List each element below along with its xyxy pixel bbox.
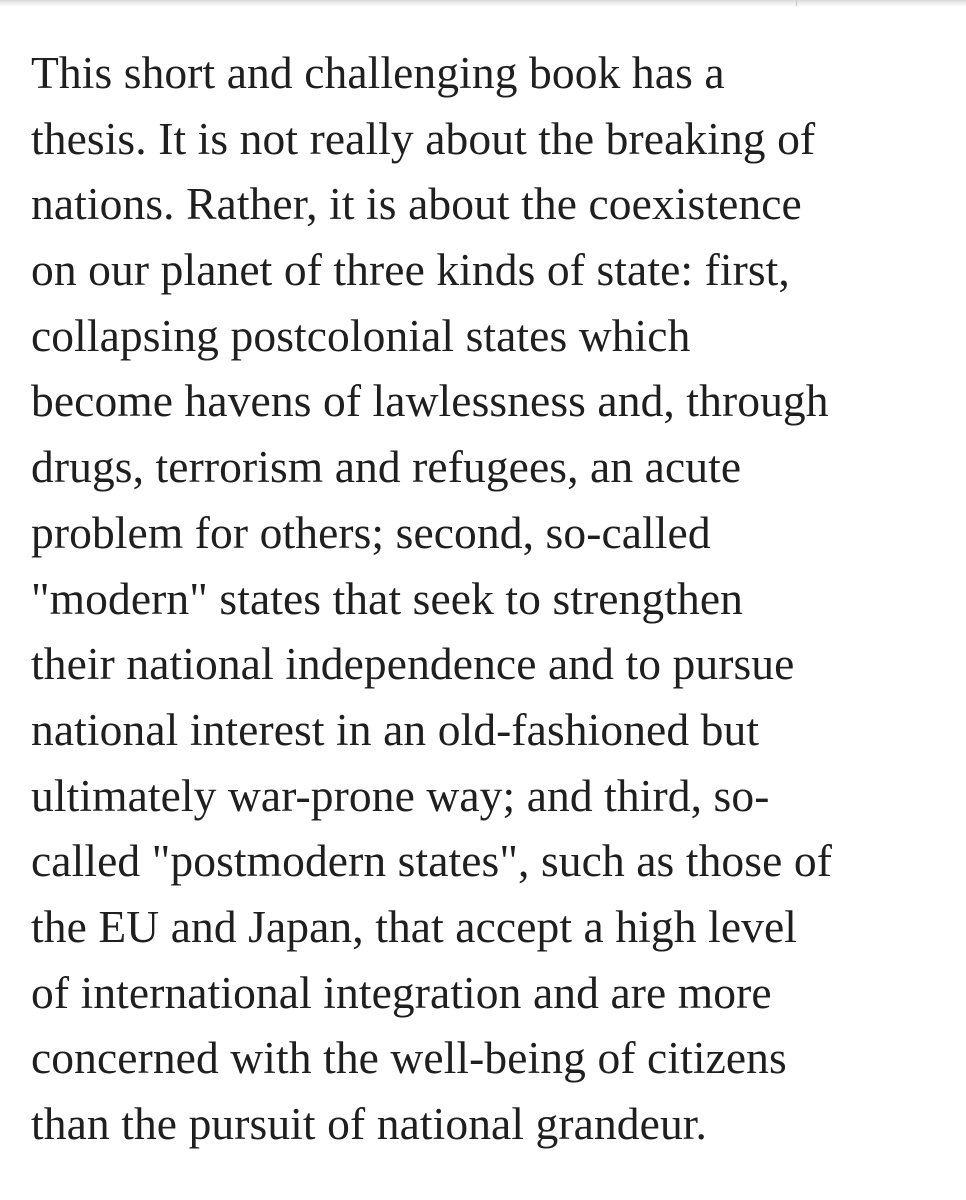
paragraph-line-4: on our planet of three kinds of state: first, <box>31 244 790 296</box>
paragraph-line-10: their national independence and to pursue <box>31 638 795 690</box>
paragraph-line-5: collapsing postcolonial states which <box>31 309 691 361</box>
paragraph-line-2: thesis. It is not really about the breaking of <box>31 112 816 164</box>
paragraph-line-1: This short and challenging book has a <box>31 47 725 98</box>
paragraph-line-14: the EU and Japan, that accept a high level <box>31 900 798 952</box>
paragraph-line-17: than the pursuit of national grandeur. <box>31 1098 708 1149</box>
paragraph-line-7: drugs, terrorism and refugees, an acute <box>31 441 742 493</box>
paragraph-line-3: nations. Rather, it is about the coexistence <box>31 178 802 230</box>
paragraph-line-9: "modern" states that seek to strengthen <box>31 572 743 624</box>
paragraph-line-6: become havens of lawlessness and, through <box>31 375 829 427</box>
paragraph-line-11: national interest in an old-fashioned but <box>31 703 760 755</box>
article-paragraph <box>31 40 956 1157</box>
paragraph-line-16: concerned with the well-being of citizens <box>31 1032 787 1084</box>
top-divider <box>0 0 966 7</box>
paragraph-line-13: called "postmodern states", such as those of <box>31 835 832 887</box>
paragraph-line-12: ultimately war-prone way; and third, so- <box>31 769 770 821</box>
paragraph-line-15: of international integration and are more <box>31 966 772 1018</box>
paragraph-line-8: problem for others; second, so-called <box>31 506 711 558</box>
top-divider-tick <box>796 0 797 6</box>
